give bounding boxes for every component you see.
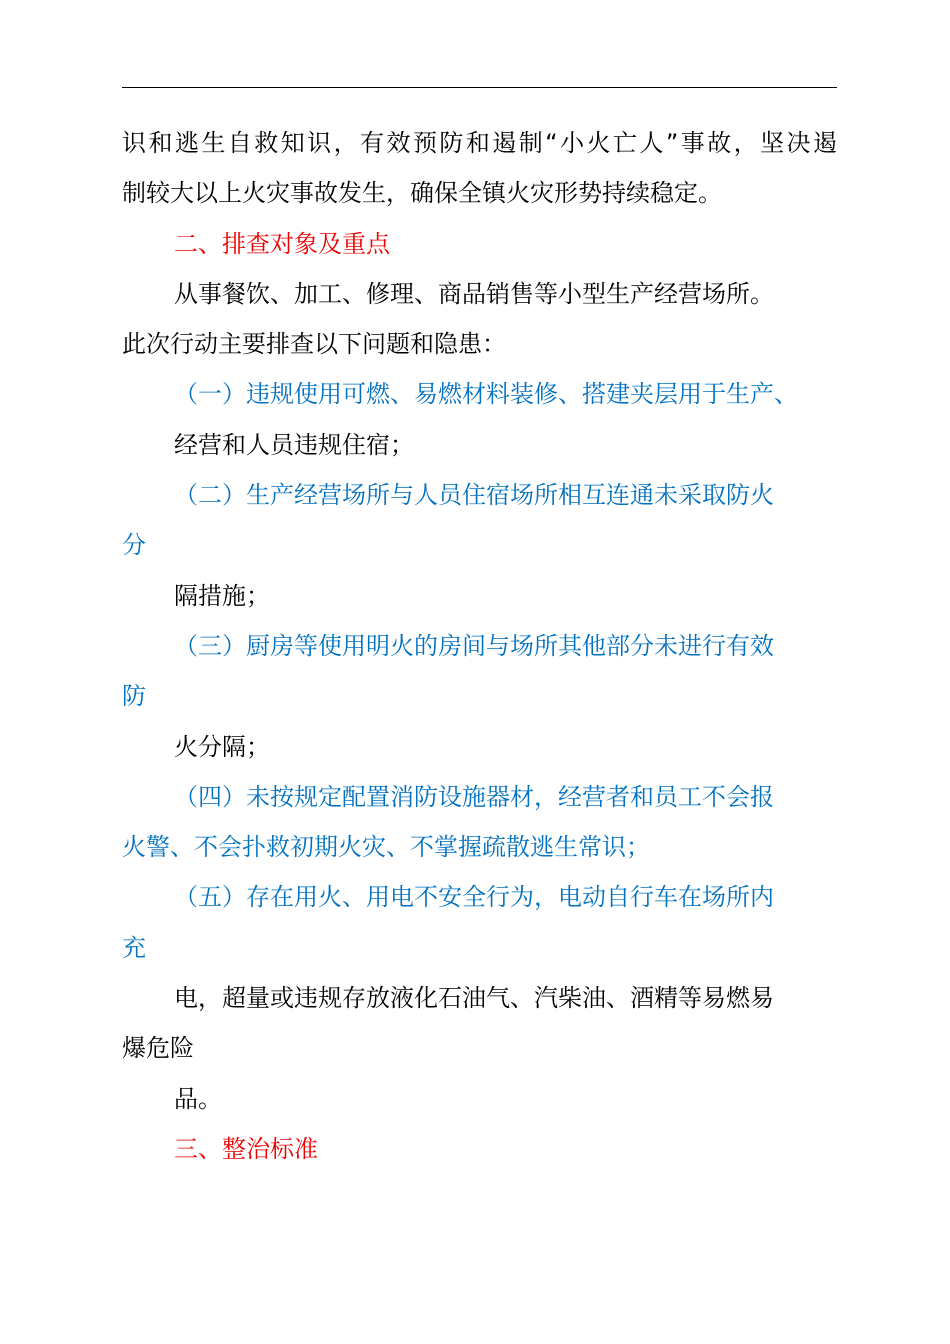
list-item-text: （一）违规使用可燃、易燃材料装修、搭建夹层用于生产、 (174, 380, 798, 409)
list-item-text: （四）未按规定配置消防设施器材，经营者和员工不会报 (174, 782, 774, 811)
section-heading: 二、排查对象及重点 (174, 229, 390, 258)
body-text-line: 制较大以上火灾事故发生，确保全镇火灾形势持续稳定。 (122, 179, 722, 208)
body-text-line: 品。 (174, 1084, 222, 1113)
body-text-line: 电，超量或违规存放液化石油气、汽柴油、酒精等易燃易 (174, 984, 774, 1013)
list-item-text: 火警、不会扑救初期火灾、不掌握疏散逃生常识； (122, 833, 650, 862)
list-item-text: 防 (122, 682, 146, 711)
list-item-text: （三）厨房等使用明火的房间与场所其他部分未进行有效 (174, 631, 774, 660)
body-text-line: 火分隔； (174, 732, 270, 761)
list-item-text: 分 (122, 531, 146, 560)
body-text-line: 经营和人员违规住宿； (174, 430, 414, 459)
body-text-line: 识和逃生自救知识，有效预防和遏制“小火亡人”事故，坚决遏 (122, 129, 837, 157)
list-item-text: （五）存在用火、用电不安全行为，电动自行车在场所内 (174, 883, 774, 912)
body-text-line: 此次行动主要排查以下问题和隐患： (122, 330, 506, 359)
list-item-text: （二）生产经营场所与人员住宿场所相互连通未采取防火 (174, 481, 774, 510)
document-body (122, 118, 837, 1174)
body-text-line: 隔措施； (174, 581, 270, 610)
body-text-line: 爆危险 (122, 1034, 194, 1063)
section-heading: 三、整治标准 (174, 1134, 318, 1163)
header-rule (122, 87, 837, 88)
list-item-text: 充 (122, 933, 146, 962)
body-text-line: 从事餐饮、加工、修理、商品销售等小型生产经营场所。 (174, 279, 774, 308)
